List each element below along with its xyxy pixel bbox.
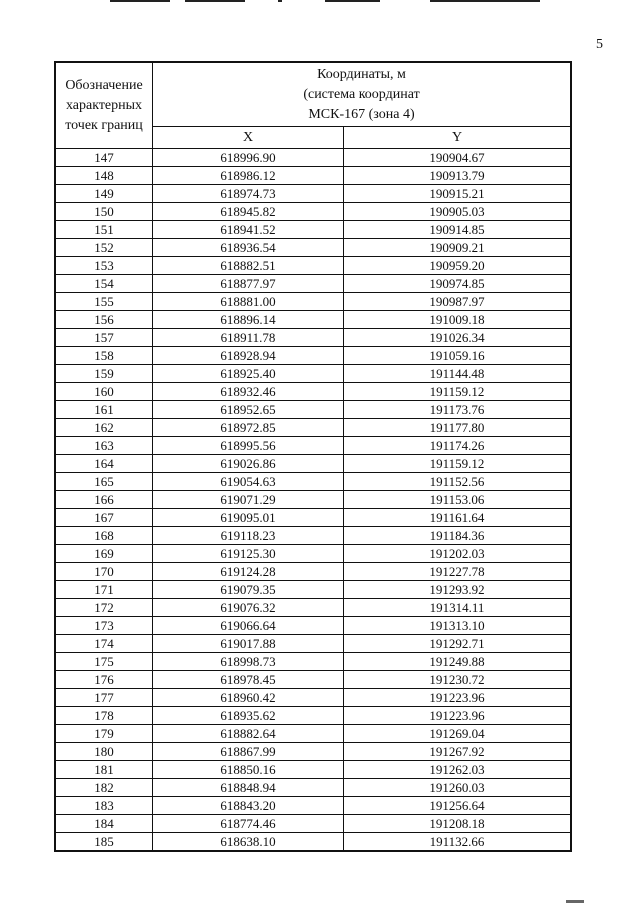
y-coordinate-cell: 191230.72 — [344, 671, 572, 689]
x-coordinate-cell: 618638.10 — [153, 833, 344, 852]
point-number-cell: 168 — [55, 527, 153, 545]
header-coordinates-line: Координаты, м — [317, 66, 406, 82]
y-coordinate-cell: 191153.06 — [344, 491, 572, 509]
y-coordinate-cell: 190914.85 — [344, 221, 572, 239]
table-row — [55, 365, 571, 383]
point-number-cell: 171 — [55, 581, 153, 599]
table-row — [55, 311, 571, 329]
y-coordinate-cell: 190987.97 — [344, 293, 572, 311]
x-coordinate-cell: 619095.01 — [153, 509, 344, 527]
y-coordinate-cell: 191256.64 — [344, 797, 572, 815]
point-number-cell: 154 — [55, 275, 153, 293]
y-coordinate-cell: 191159.12 — [344, 383, 572, 401]
column-header-y: Y — [344, 127, 572, 149]
scan-edge-mark — [278, 0, 282, 2]
table-row — [55, 617, 571, 635]
y-coordinate-cell: 191267.92 — [344, 743, 572, 761]
header-coordinates-line: (система координат — [303, 86, 420, 102]
x-coordinate-cell: 618941.52 — [153, 221, 344, 239]
y-coordinate-cell: 191269.04 — [344, 725, 572, 743]
table-row — [55, 239, 571, 257]
table-row — [55, 149, 571, 167]
x-coordinate-cell: 618911.78 — [153, 329, 344, 347]
point-number-cell: 182 — [55, 779, 153, 797]
x-coordinate-cell: 619124.28 — [153, 563, 344, 581]
y-coordinate-cell: 191152.56 — [344, 473, 572, 491]
table-row — [55, 653, 571, 671]
table-row — [55, 707, 571, 725]
y-coordinate-cell: 191313.10 — [344, 617, 572, 635]
x-coordinate-cell: 619054.63 — [153, 473, 344, 491]
y-coordinate-cell: 191262.03 — [344, 761, 572, 779]
header-coordinates-line: МСК-167 (зона 4) — [308, 106, 415, 122]
table-row — [55, 347, 571, 365]
point-number-cell: 180 — [55, 743, 153, 761]
y-coordinate-cell: 191144.48 — [344, 365, 572, 383]
table-row — [55, 671, 571, 689]
coordinates-table — [54, 61, 572, 852]
table-row — [55, 509, 571, 527]
point-number-cell: 169 — [55, 545, 153, 563]
point-number-cell: 175 — [55, 653, 153, 671]
point-number-cell: 160 — [55, 383, 153, 401]
table-row — [55, 761, 571, 779]
point-number-cell: 162 — [55, 419, 153, 437]
point-number-cell: 181 — [55, 761, 153, 779]
table-row — [55, 797, 571, 815]
scan-edge-mark — [110, 0, 170, 2]
y-coordinate-cell: 190905.03 — [344, 203, 572, 221]
point-number-cell: 170 — [55, 563, 153, 581]
table-row — [55, 185, 571, 203]
table-row — [55, 455, 571, 473]
table-row — [55, 221, 571, 239]
point-number-cell: 155 — [55, 293, 153, 311]
point-number-cell: 178 — [55, 707, 153, 725]
x-coordinate-cell: 619066.64 — [153, 617, 344, 635]
y-coordinate-cell: 191293.92 — [344, 581, 572, 599]
x-coordinate-cell: 618867.99 — [153, 743, 344, 761]
y-coordinate-cell: 191227.78 — [344, 563, 572, 581]
table-row — [55, 599, 571, 617]
header-point-line: точек границ — [65, 117, 143, 133]
table-row — [55, 473, 571, 491]
y-coordinate-cell: 191159.12 — [344, 455, 572, 473]
point-number-cell: 174 — [55, 635, 153, 653]
table-row — [55, 581, 571, 599]
point-number-cell: 157 — [55, 329, 153, 347]
point-number-cell: 152 — [55, 239, 153, 257]
y-coordinate-cell: 190904.67 — [344, 149, 572, 167]
point-number-cell: 177 — [55, 689, 153, 707]
y-coordinate-cell: 191223.96 — [344, 707, 572, 725]
table-row — [55, 563, 571, 581]
table-body — [55, 149, 571, 852]
table-row — [55, 383, 571, 401]
y-coordinate-cell: 190915.21 — [344, 185, 572, 203]
table-row — [55, 167, 571, 185]
x-coordinate-cell: 619125.30 — [153, 545, 344, 563]
x-coordinate-cell: 618882.64 — [153, 725, 344, 743]
x-coordinate-cell: 619017.88 — [153, 635, 344, 653]
y-coordinate-cell: 190974.85 — [344, 275, 572, 293]
point-number-cell: 172 — [55, 599, 153, 617]
x-coordinate-cell: 618935.62 — [153, 707, 344, 725]
header-coordinates — [153, 62, 572, 127]
x-coordinate-cell: 619079.35 — [153, 581, 344, 599]
point-number-cell: 185 — [55, 833, 153, 852]
x-coordinate-cell: 618774.46 — [153, 815, 344, 833]
point-number-cell: 156 — [55, 311, 153, 329]
x-coordinate-cell: 618945.82 — [153, 203, 344, 221]
point-number-cell: 151 — [55, 221, 153, 239]
header-point-line: Обозначение — [65, 77, 143, 93]
table-row — [55, 635, 571, 653]
x-coordinate-cell: 618843.20 — [153, 797, 344, 815]
table-row — [55, 545, 571, 563]
y-coordinate-cell: 191208.18 — [344, 815, 572, 833]
table-row — [55, 743, 571, 761]
y-coordinate-cell: 191059.16 — [344, 347, 572, 365]
x-coordinate-cell: 618881.00 — [153, 293, 344, 311]
x-coordinate-cell: 618932.46 — [153, 383, 344, 401]
x-coordinate-cell: 619076.32 — [153, 599, 344, 617]
point-number-cell: 183 — [55, 797, 153, 815]
x-coordinate-cell: 618974.73 — [153, 185, 344, 203]
scan-edge-mark — [185, 0, 245, 2]
table-row — [55, 419, 571, 437]
y-coordinate-cell: 190909.21 — [344, 239, 572, 257]
table-row — [55, 203, 571, 221]
table-row — [55, 257, 571, 275]
y-coordinate-cell: 191174.26 — [344, 437, 572, 455]
y-coordinate-cell: 191009.18 — [344, 311, 572, 329]
x-coordinate-cell: 618986.12 — [153, 167, 344, 185]
table-row — [55, 527, 571, 545]
y-coordinate-cell: 191223.96 — [344, 689, 572, 707]
table-row — [55, 779, 571, 797]
point-number-cell: 164 — [55, 455, 153, 473]
y-coordinate-cell: 191173.76 — [344, 401, 572, 419]
header-point-line: характерных — [65, 97, 143, 113]
y-coordinate-cell: 191177.80 — [344, 419, 572, 437]
x-coordinate-cell: 619118.23 — [153, 527, 344, 545]
x-coordinate-cell: 618952.65 — [153, 401, 344, 419]
point-number-cell: 149 — [55, 185, 153, 203]
table-row — [55, 437, 571, 455]
table-row — [55, 833, 571, 852]
x-coordinate-cell: 618925.40 — [153, 365, 344, 383]
y-coordinate-cell: 190959.20 — [344, 257, 572, 275]
point-number-cell: 158 — [55, 347, 153, 365]
point-number-cell: 161 — [55, 401, 153, 419]
x-coordinate-cell: 618995.56 — [153, 437, 344, 455]
x-coordinate-cell: 618896.14 — [153, 311, 344, 329]
table-row — [55, 689, 571, 707]
table-row — [55, 329, 571, 347]
y-coordinate-cell: 191260.03 — [344, 779, 572, 797]
point-number-cell: 150 — [55, 203, 153, 221]
x-coordinate-cell: 619026.86 — [153, 455, 344, 473]
y-coordinate-cell: 191249.88 — [344, 653, 572, 671]
scan-edge-mark — [430, 0, 540, 2]
point-number-cell: 147 — [55, 149, 153, 167]
point-number-cell: 176 — [55, 671, 153, 689]
table-row — [55, 293, 571, 311]
y-coordinate-cell: 191132.66 — [344, 833, 572, 852]
x-coordinate-cell: 618882.51 — [153, 257, 344, 275]
x-coordinate-cell: 618848.94 — [153, 779, 344, 797]
y-coordinate-cell: 190913.79 — [344, 167, 572, 185]
header-point-designation — [55, 62, 153, 149]
y-coordinate-cell: 191202.03 — [344, 545, 572, 563]
y-coordinate-cell: 191184.36 — [344, 527, 572, 545]
point-number-cell: 184 — [55, 815, 153, 833]
table-row — [55, 275, 571, 293]
y-coordinate-cell: 191292.71 — [344, 635, 572, 653]
point-number-cell: 165 — [55, 473, 153, 491]
scan-edge-mark — [566, 900, 584, 903]
point-number-cell: 179 — [55, 725, 153, 743]
point-number-cell: 167 — [55, 509, 153, 527]
x-coordinate-cell: 618960.42 — [153, 689, 344, 707]
x-coordinate-cell: 618996.90 — [153, 149, 344, 167]
point-number-cell: 159 — [55, 365, 153, 383]
table-row — [55, 401, 571, 419]
column-header-x: X — [153, 127, 344, 149]
x-coordinate-cell: 618936.54 — [153, 239, 344, 257]
x-coordinate-cell: 618998.73 — [153, 653, 344, 671]
point-number-cell: 153 — [55, 257, 153, 275]
y-coordinate-cell: 191161.64 — [344, 509, 572, 527]
point-number-cell: 163 — [55, 437, 153, 455]
point-number-cell: 148 — [55, 167, 153, 185]
scan-edge-mark — [325, 0, 380, 2]
point-number-cell: 166 — [55, 491, 153, 509]
x-coordinate-cell: 618928.94 — [153, 347, 344, 365]
point-number-cell: 173 — [55, 617, 153, 635]
x-coordinate-cell: 618850.16 — [153, 761, 344, 779]
x-coordinate-cell: 618972.85 — [153, 419, 344, 437]
y-coordinate-cell: 191314.11 — [344, 599, 572, 617]
table-row — [55, 815, 571, 833]
page-number: 5 — [596, 37, 603, 52]
y-coordinate-cell: 191026.34 — [344, 329, 572, 347]
x-coordinate-cell: 618978.45 — [153, 671, 344, 689]
x-coordinate-cell: 619071.29 — [153, 491, 344, 509]
x-coordinate-cell: 618877.97 — [153, 275, 344, 293]
table-row — [55, 725, 571, 743]
table-row — [55, 491, 571, 509]
